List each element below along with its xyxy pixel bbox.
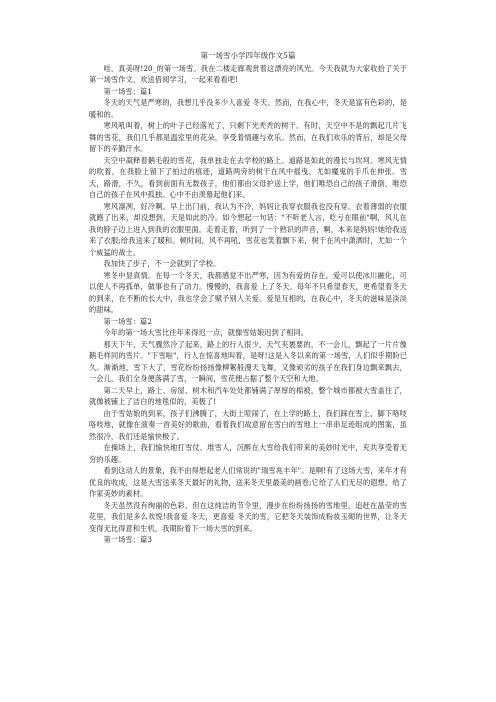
essay-section-3	[89, 534, 407, 546]
paragraph: 我加快了步子，不一会就到了学校。	[103, 259, 221, 268]
paragraph: 冬天的天气是严寒的，我想几乎没多少人喜爱 冬天。然而，在我心中，冬天是富有色彩的，是暖和的。	[89, 98, 407, 119]
paragraph: 由于雪姑娘的到来，孩子们沸腾了，大街上喧闹了，在上学的路上，我们踩在雪上，脚下咯吱咯吱地，就像在演奏一首美好的歌曲，看着我们故意留在雪白的雪地上一串串足迹组成的图案，虽然很冷，我们还是愉快极了。	[89, 408, 407, 441]
paragraph: 寒风吼叫着，树上的叶子已经落光了，只剩下光秃秃的树干。有时，天空中不是的飘起几片飞舞的雪花，我们几乎都是温室里的花朵，享受着情趣与欢乐。然而，在我们欢乐的背后，却是父母留下的辛勤汗水。	[89, 121, 407, 153]
paragraph: 天空中凝释着鹅毛般的雪花，我单独走在去学校的路上。道路是如此的漫长与坎坷。寒风无情的吹着，在我脸上留下了拍过的痕迹，道路两旁的树干在风中摇曳，尤如魔鬼的手爪在伸张。雪天，路滑，不久，看到前面有无数孩子，他们都由父母护送上学，他们唯恐自己的孩子滑倒，唯恐自己的孩子在风中孤独。心中不由羡慕起他们来。	[89, 155, 407, 199]
paragraph: 那天下午，天气骤然冷了起来，路上的行人很少，天气夹裹要的，不一会儿，飘起了一片片像鹅毛样同的雪片。"下雪啦"，行人在惊喜地叫着，是呀!这是入冬以来的第一场雪，人们似乎期盼已久。渐渐地，雪下大了，雪花纷纷扬扬像柳絮般漫天飞舞，又像顽劣的孩子在我们身边飘来飘去，一会儿，我们全身便落满了雪，一瞬间，雪花便占据了整个天空和大地。	[89, 339, 407, 383]
paragraph: 寒冬中显真情。在每一个冬天，我都感觉不出严寒，因为有爱的存在。爱可以使冰川融化，可以使人不再孤单，做事也有了动力。慢慢的，我喜爱 上了冬天。每年不只希望春天，更希望着冬天的到来，在不断的长大中，我也学会了赋予别人关爱。爱是互相的，在我心中，冬天的滋味是淡淡的甜味。	[89, 270, 407, 314]
paragraph: 寒风凛冽，好冷啊。早上出门前，我认为不冷，妈妈让我穿衣服我也没有穿。衣着薄弱的衣服就跑了出来，却没想到，天是如此的冷。如今想起一句话："不听老人言，吃亏在眼前"啊，风儿在我的脖子边上进入到我的衣服里面。走着走着，听到了一个熟识的声音，啊，本来是妈妈!她给我送来了衣服;给我送来了暖和。顿时间，风不再吼，雪花也笑着飘下来，树干在风中潇洒时，尤如一个个威猛的战士。	[89, 201, 407, 257]
intro-section	[89, 63, 407, 86]
essay-section-2	[89, 316, 407, 535]
document-title: 第一场雪小学四年级作文5篇	[200, 51, 296, 60]
paragraph: 看到这动人的景象，我不由得想起老人们常说的"瑞雪兆丰年"。是啊!有了这场大雪，来年才有优良的收成，这是大雪送来冬天最好的礼物，送来冬天里最美的画卷;它给了人们无尽的遐想，给了作家美妙的素材。	[89, 466, 407, 498]
paragraph: 冬天虽然没有绚丽的色彩，但在这纯洁的节令里，漫步在纷纷扬扬的雪地里，追赶在晶莹的雪花里，我们是多么欢悦!我喜爱 冬天，更喜爱 冬天的雪，它把冬天装饰成粉妆玉砌的世界，让冬天变得无比得意和生机，我期盼着下一场大雪的到来。	[89, 500, 407, 533]
section-heading: 第一场雪：篇2	[103, 316, 153, 326]
document-body	[89, 50, 407, 546]
section-heading: 第一场雪：篇3	[103, 535, 153, 544]
paragraph: 哇，真美呀!20_的第一场雪。我在二楼走廊观赏着这漂亮的风光。今天我就为大家收拾了关于第一场雪作文，欢送借阅学习，一起来看看吧!	[89, 63, 407, 84]
paragraph: 今年的第一场大雪比往年来得迟一点，就像雪姑娘迟到了相同。	[103, 328, 309, 337]
paragraph: 在操场上，我们愉快地打雪仗、堆雪人，沉醉在大雪给我们带来的美妙时光中，充共享受着无穷的乐趣。	[89, 443, 407, 464]
section-heading: 第一场雪：篇1	[103, 86, 153, 96]
paragraph: 第二天早上，路上、房屋、树木和汽车处处都铺满了厚厚的棉被，整个城市都被大雪盖住了，就像被铺上了洁白的地毯似的，美极了!	[89, 385, 407, 406]
essay-section-1	[89, 86, 407, 316]
